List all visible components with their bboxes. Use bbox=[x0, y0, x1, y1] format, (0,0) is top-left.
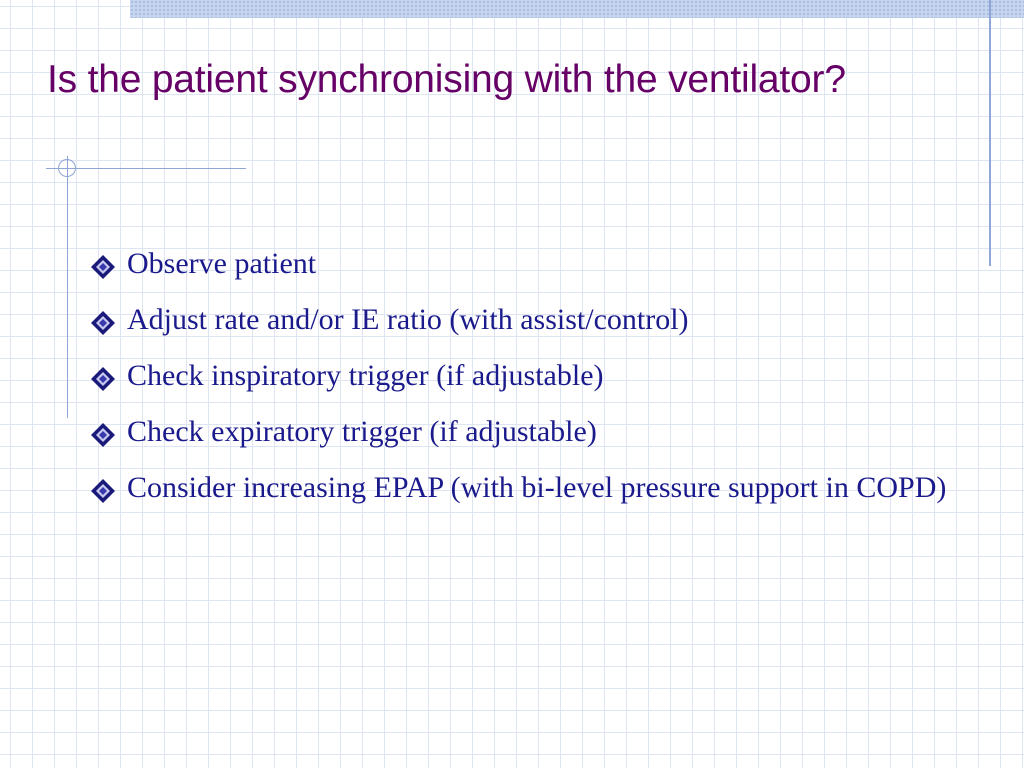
bullet-item bbox=[87, 353, 947, 399]
bullet-item bbox=[87, 241, 947, 287]
diamond-bullet-icon bbox=[90, 254, 116, 280]
crosshair-circle bbox=[58, 159, 76, 177]
crosshair-horizontal-line bbox=[46, 168, 246, 169]
bullet-text: Observe patient bbox=[127, 247, 317, 280]
bullet-item bbox=[87, 465, 947, 511]
diamond-bullet-icon bbox=[90, 422, 116, 448]
top-right-ribbon bbox=[130, 0, 1024, 18]
slide-title: Is the patient synchronising with the ventilator? bbox=[47, 58, 846, 101]
diamond-bullet-icon bbox=[90, 478, 116, 504]
bullet-text: Check inspiratory trigger (if adjustable) bbox=[127, 359, 604, 392]
bullet-text: Consider increasing EPAP (with bi-level pressure support in COPD) bbox=[127, 471, 947, 504]
bullet-text: Adjust rate and/or IE ratio (with assist/control) bbox=[127, 303, 689, 336]
bullet-item bbox=[87, 297, 947, 343]
diamond-bullet-icon bbox=[90, 310, 116, 336]
right-vertical-rule bbox=[989, 0, 991, 266]
bullet-text: Check expiratory trigger (if adjustable) bbox=[127, 415, 597, 448]
bullet-item bbox=[87, 409, 947, 455]
crosshair-vertical-line bbox=[67, 156, 68, 418]
diamond-bullet-icon bbox=[90, 366, 116, 392]
bullet-list bbox=[87, 241, 947, 521]
